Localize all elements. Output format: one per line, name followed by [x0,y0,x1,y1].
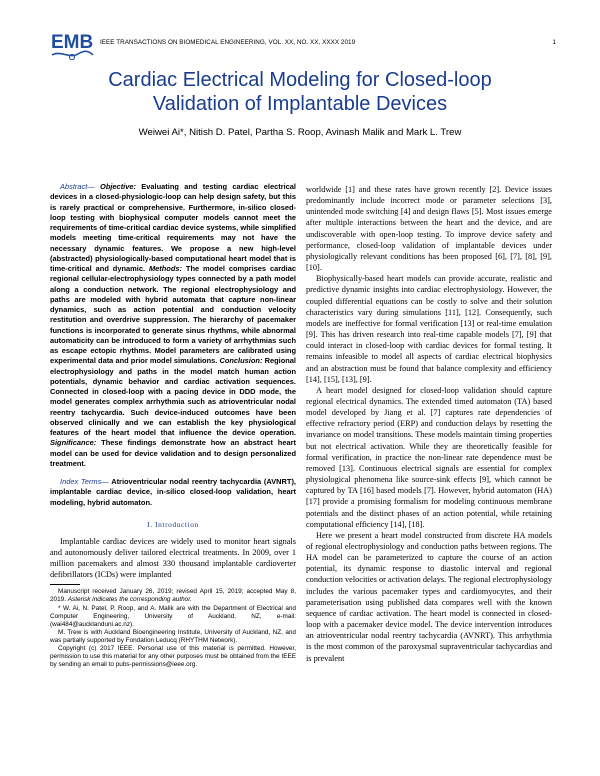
body-paragraph-1: worldwide [1] and these rates have grown recently [2]. Device issues predominantly include incorrect mode or parameter selections [3], unintended mode switching [4] and design flaws [5]. Most issues emerge after multiple interactions between the heart and the device, and are undiscoverable with open-loop testing. To improve device safety and performance, closed-loop validation of implantable devices under physiologically relevant conditions has been proposed [6], [7], [8], [9], [10]. [306,185,552,273]
body-paragraph-4: Here we present a heart model constructed from discrete HA models of regional electrophysiology and conduction paths between regions. The HA model can be parameterized to capture the course of an action potential, its dynamic response to diastolic interval and regional conduction velocities or activation delays. The regional electrophysiology includes the various pacemaker types and cardiomyocytes, and their parameterisation using published data compares well with the known sequence of cardiac activation. The heart model is connected in closed-loop with a pacemaker device model. The device intervention introduces an atrioventricular nodal reentry tachycardia (AVNRT). This arrhythmia is the most common of the paroxysmal supraventricular tachycardias and is prevalent [306,530,552,663]
emb-logo [50,28,94,62]
methods-label: Methods: [148,264,182,273]
index-terms-label: Index Terms— [60,477,109,486]
abstract [50,182,296,469]
body-paragraph-3: A heart model designed for closed-loop validation should capture regional electrical dynamics. The extended timed automaton (TA) based model developed by Jiang et al. [7] captures rate dependencies of effective refractory period (ERP) and conduction delays by resetting the invariance on model transitions. These models maintain timing properties but not electrical activation. While they are theoretically feasible for formal verification, in practice the non-linear rate dependence must be removed [13]. Continuous electrical signals are essential for complex physiological phenomena like source-sink effects [9], which cannot be captured by TA [16] based models [7]. However, hybrid automaton (HA) [17] provide a promising formalism for modeling continuous membrane potentials and the distinct phases of an action potential, while retaining computational efficiency [14], [18]. [306,385,552,529]
footnote-received [50,588,296,604]
footnote-affiliation-2: M. Trew is with Auckland Bioengineering Institute, University of Auckland, NZ, and was partially supported by Fondation Leducq (RHYTHM Network). [50,628,296,644]
conclusion-text: Regional electrophysiology and paths in the model match human action potentials, dynamic behavior and cardiac activation sequences. Connected in closed-loop with a pacing device in DDD mode, the model generates complex arrhythmia such as atrioventricular nodal reentry tachycardia. Such device-induced outcomes have been observed clinically and we can establish the key physiological features of the heart model that influence the device operation. [50,356,296,437]
significance-label: Significance: [50,438,97,448]
footnote-corresponding: Asterisk indicates the corresponding author. [67,596,192,604]
left-column [50,182,296,669]
objective-text: Evaluating and testing cardiac electrical devices in a closed-physiologic-loop can help design safety, but this is rarely practical or comprehensive. Furthermore, in-silico closed-loop testing with biophysical computer models cannot meet the requirements of time-critical cardiac device systems, while simplified models meeting time-critical requirements may not have the necessary dynamic features. We propose a new high-level (abstracted) physiologically-based computational heart model that is time-critical and dynamic. [50,182,297,273]
page-number: 1 [552,39,556,46]
methods-text: The model comprises cardiac regional cellular-electrophysiology types connected by a path model along a conduction network. The regional electrophysiology and paths are modeled with hybrid automata that capture non-linear dynamics, such as action potential and conduction velocity restitution and overdrive suppression. The hierarchy of pacemaker functions is incorporated to generate sinus rhythms, while abnormal automaticity can be introduced to form a variety of arrhythmias such as escape ectopic rhythms. Model parameters are calibrated using experimental data and prior model simulations. [50,264,296,366]
index-terms [50,477,296,508]
objective-label: Objective: [100,182,136,191]
paper-title [40,68,560,116]
title-line-1: Cardiac Electrical Modeling for Closed-loop [108,69,492,91]
section-heading-introduction: I. Introduction [147,519,199,529]
footnote-received-text: Manuscript received January 26, 2019; revised April 15, 2019; accepted May 8, 2019. [50,588,296,604]
footnote-divider [50,584,80,585]
footnote-affiliation-1: * W. Ai, N. Patel, P. Roop, and A. Malik are with the Department of Electrical and Computer Engineering, University of Auckland, NZ, e-mail: (wai484@aucklanduni.ac.nz). [50,604,296,628]
abstract-label: Abstract— [60,182,95,191]
page-header [50,28,556,62]
intro-paragraph: Implantable cardiac devices are widely used to monitor heart signals and autonomously deliver tailored electrical treatments. In 2009, over 1 million pacemakers and almost 330 thousand implantable cardioverter defibrillators (ICDs) were implanted [50,536,296,580]
running-head: IEEE TRANSACTIONS ON BIOMEDICAL ENGINEERING, VOL. XX, NO. XX, XXXX 2019 [100,39,356,46]
index-terms-text: Atrioventricular nodal reentry tachycardia (AVNRT), implantable cardiac device, in-silico closed-loop validation, heart modeling, hybrid automaton. [50,477,296,507]
right-column [306,184,552,664]
title-line-2: Validation of Implantable Devices [152,93,448,115]
significance-text: These findings demonstrate how an abstract heart model can be used for device validation and to design personalized treatment. [50,438,296,468]
conclusion-label: Conclusion: [219,356,263,366]
svg-text:EMB: EMB [51,32,94,53]
body-paragraph-2: Biophysically-based heart models can provide accurate, realistic and predictive dynamic insights into cardiac electrophysiology. However, the coupled differential equations can be costly to solve and their solution characteristics vary during simulations [11], [12]. Consequently, such models are ineffective for formal verification [13] or real-time emulation [9]. This has driven research into real-time capable models [7], [9] that could interact in closed-loop with cardiac devices for formal testing. It remains infeasible to model all aspects of cardiac electrical biophysics and an abstraction must be found that balance complexity and efficiency [14], [15], [13], [9]. [306,274,552,384]
footnote-copyright: Copyright (c) 2017 IEEE. Personal use of this material is permitted. However, permission to use this material for any other purposes must be obtained from the IEEE by sending an email to pubs-permissions@ieee.org. [50,645,296,669]
author-list: Weiwei Ai*, Nitish D. Patel, Partha S. Roop, Avinash Malik and Mark L. Trew [138,127,462,138]
